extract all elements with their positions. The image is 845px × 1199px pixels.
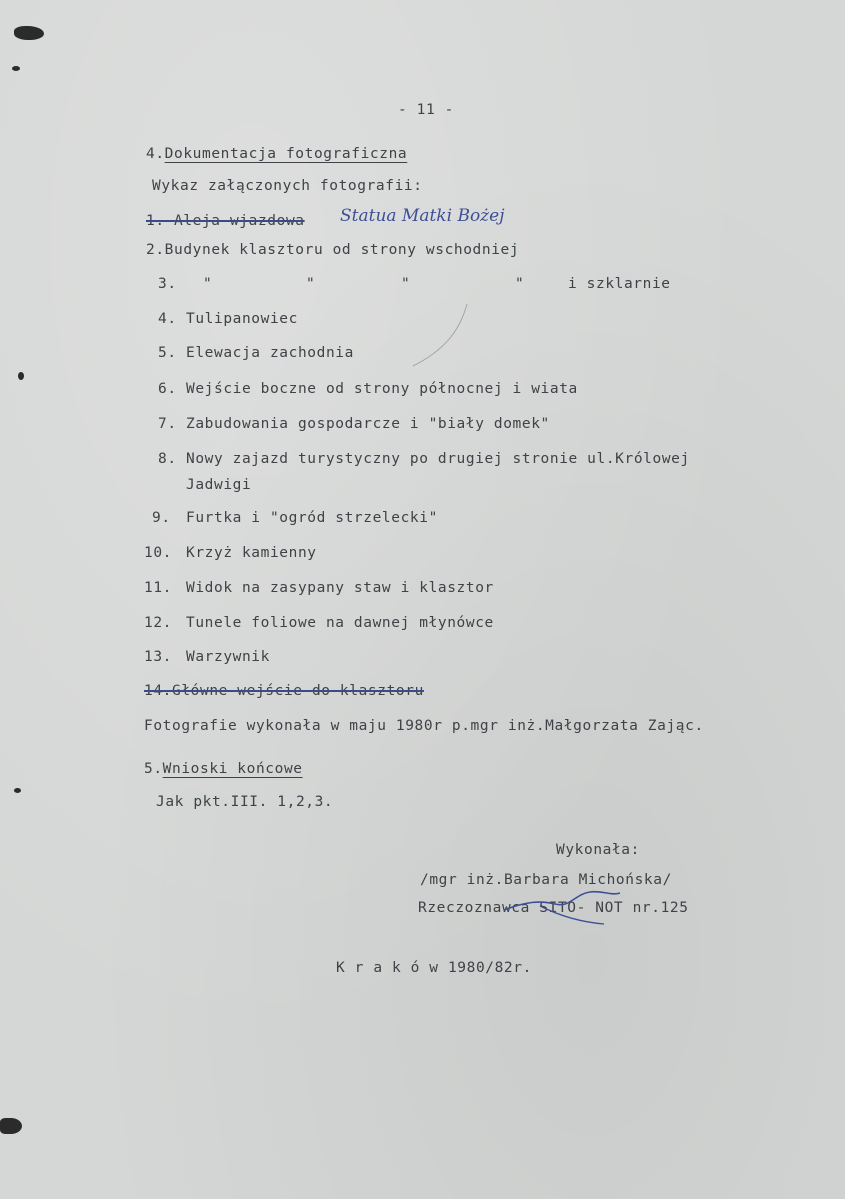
page-number: - 11 - [398,102,454,118]
pencil-stroke [405,300,475,370]
photo-item: 12. Tunele foliowe na dawnej młynówce [144,615,494,631]
photo-item: 4. Tulipanowiec [158,311,298,327]
handwritten-correction: Statua Matki Bożej [340,206,505,226]
photo-item: 13. Warzywnik [144,649,270,665]
edge-mark [14,788,21,793]
place-date: K r a k ó w 1980/82r. [336,960,532,976]
photo-item: 5. Elewacja zachodnia [158,345,354,361]
photo-item: 11. Widok na zasypany staw i klasztor [144,580,494,596]
section-4-number: 4. [146,146,165,162]
photo-item: 10. Krzyż kamienny [144,545,317,561]
edge-mark [12,66,20,71]
handwritten-signature [500,880,640,930]
photo-credit: Fotografie wykonała w maju 1980r p.mgr inż.Małgorzata Zając. [144,718,704,734]
section-4-title: Dokumentacja fotograficzna [164,146,408,162]
photo-item: 2.Budynek klasztoru od strony wschodniej [146,242,520,258]
photo-item-continuation: Jadwigi [186,477,252,493]
edge-mark [18,372,24,380]
photo-item: 9. Furtka i "ogród strzelecki" [152,510,438,526]
section-5-heading: 5.Wnioski końcowe [144,761,303,777]
photo-item-1-struck: 1. Aleja wjazdowa [146,213,305,229]
photo-item: 7. Zabudowania gospodarcze i "biały domek" [158,416,550,432]
signature-title: Rzeczoznawca SITO- NOT nr.125 [418,900,689,916]
photo-list-intro: Wykaz załączonych fotografii: [152,178,423,194]
edge-mark [14,26,44,40]
signature-name: /mgr inż.Barbara Michońska/ [420,872,672,888]
section-5-body: Jak pkt.III. 1,2,3. [156,794,334,810]
edge-mark [0,1118,22,1134]
section-4-heading [146,146,407,162]
photo-item: 6. Wejście boczne od strony północnej i wiata [158,381,578,397]
signature-label: Wykonała: [556,842,640,858]
photo-item: 8. Nowy zajazd turystyczny po drugiej stronie ul.Królowej [158,451,690,467]
photo-item-struck: 14.Główne wejście do klasztoru [144,683,424,699]
photo-item: 3. " " " " i szklarnie [158,276,671,292]
